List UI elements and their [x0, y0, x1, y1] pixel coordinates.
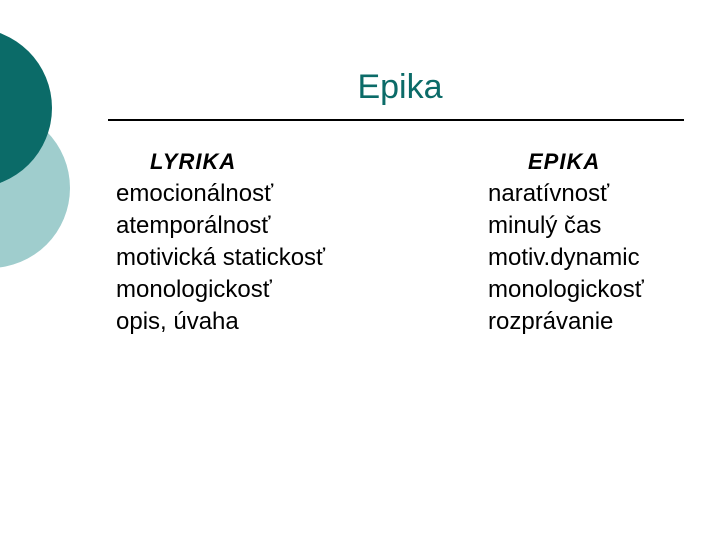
list-item: emocionálnosť [116, 180, 274, 207]
list-item: atemporálnosť [116, 212, 271, 239]
lyrika-column [116, 146, 325, 338]
list-item: monologickosť [116, 276, 272, 303]
decorative-circles [0, 0, 120, 300]
list-item: naratívnosť [488, 180, 610, 207]
list-item: opis, úvaha [116, 308, 239, 335]
list-item: motiv.dynamic [488, 244, 640, 271]
epika-column [488, 146, 674, 338]
list-item: rozprávanie [488, 308, 614, 335]
title-divider [108, 119, 684, 121]
epika-heading: EPIKA [528, 149, 601, 174]
list-item: monologickosť [488, 276, 644, 303]
list-item: motivická statickosť [116, 244, 326, 271]
lyrika-heading: LYRIKA [150, 149, 237, 174]
list-item: minulý čas [488, 212, 602, 239]
slide-title: Epika [357, 68, 443, 106]
